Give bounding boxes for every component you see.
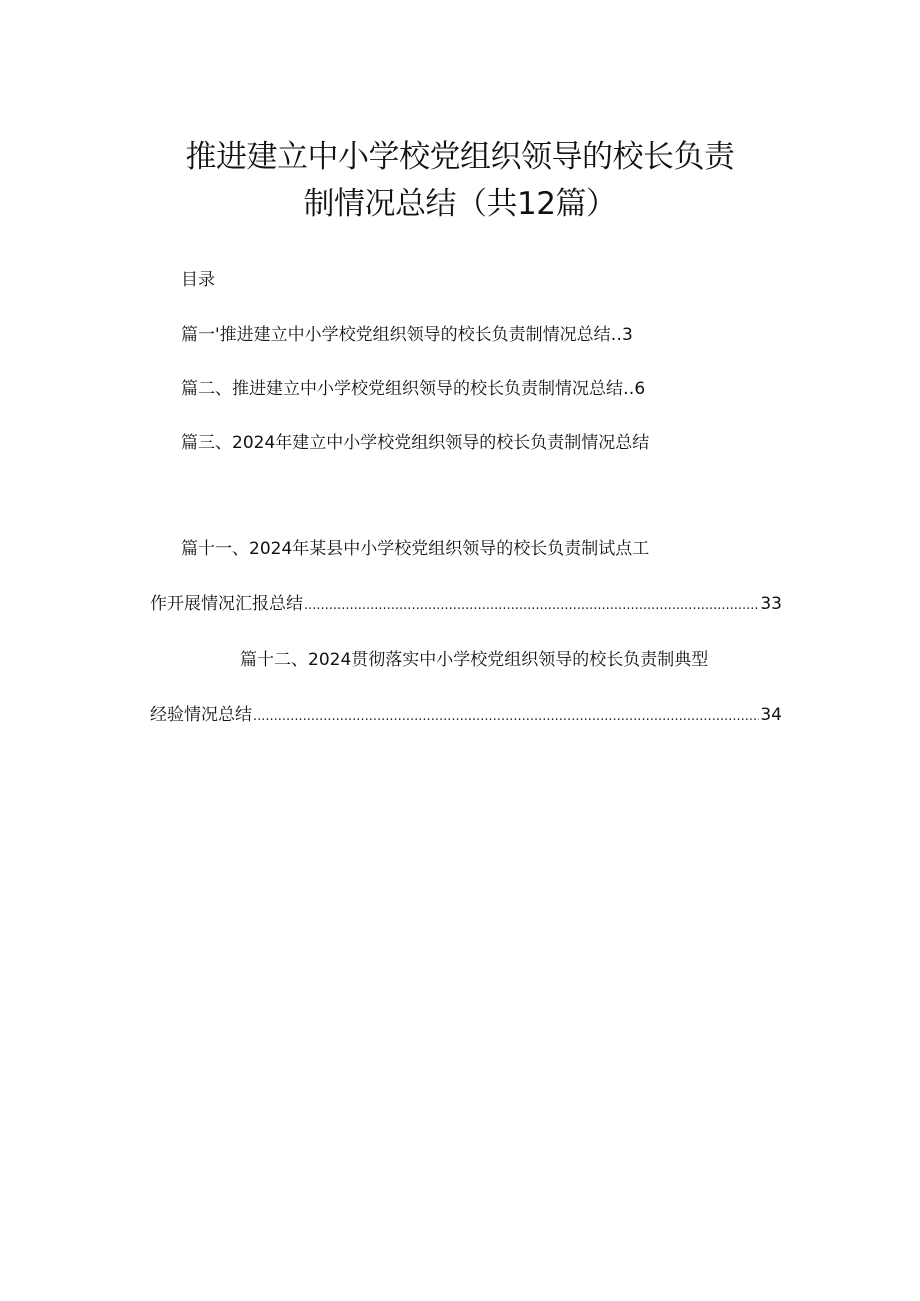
toc-entry-12-line-1[interactable]: 篇十二、2024贯彻落实中小学校党组织领导的校长负责制典型 — [240, 650, 709, 670]
dot-leader — [253, 705, 759, 729]
toc-entry-2[interactable]: 篇二、推进建立中小学校党组织领导的校长负责制情况总结‥6 — [181, 379, 646, 399]
toc-heading: 目录 — [181, 270, 215, 290]
toc-entry-12-page-number: 34 — [760, 705, 782, 725]
toc-entry-11-line-1[interactable]: 篇十一、2024年某县中小学校党组织领导的校长负责制试点工 — [181, 539, 650, 559]
dot-leader — [304, 594, 759, 618]
toc-entry-12-line-2[interactable] — [150, 703, 782, 729]
document-title-line-2: 制情况总结（共12篇） — [303, 186, 617, 222]
toc-entry-11-page-number: 33 — [760, 594, 782, 614]
toc-entry-3[interactable]: 篇三、2024年建立中小学校党组织领导的校长负责制情况总结 — [181, 433, 650, 453]
document-title-line-1: 推进建立中小学校党组织领导的校长负责 — [185, 139, 735, 175]
toc-entry-11-line-2[interactable] — [150, 592, 782, 618]
toc-entry-1[interactable]: 篇一'推进建立中小学校党组织领导的校长负责制情况总结‥3 — [181, 325, 633, 345]
toc-entry-11-text: 作开展情况汇报总结 — [150, 594, 303, 614]
toc-entry-12-text: 经验情况总结 — [150, 705, 252, 725]
